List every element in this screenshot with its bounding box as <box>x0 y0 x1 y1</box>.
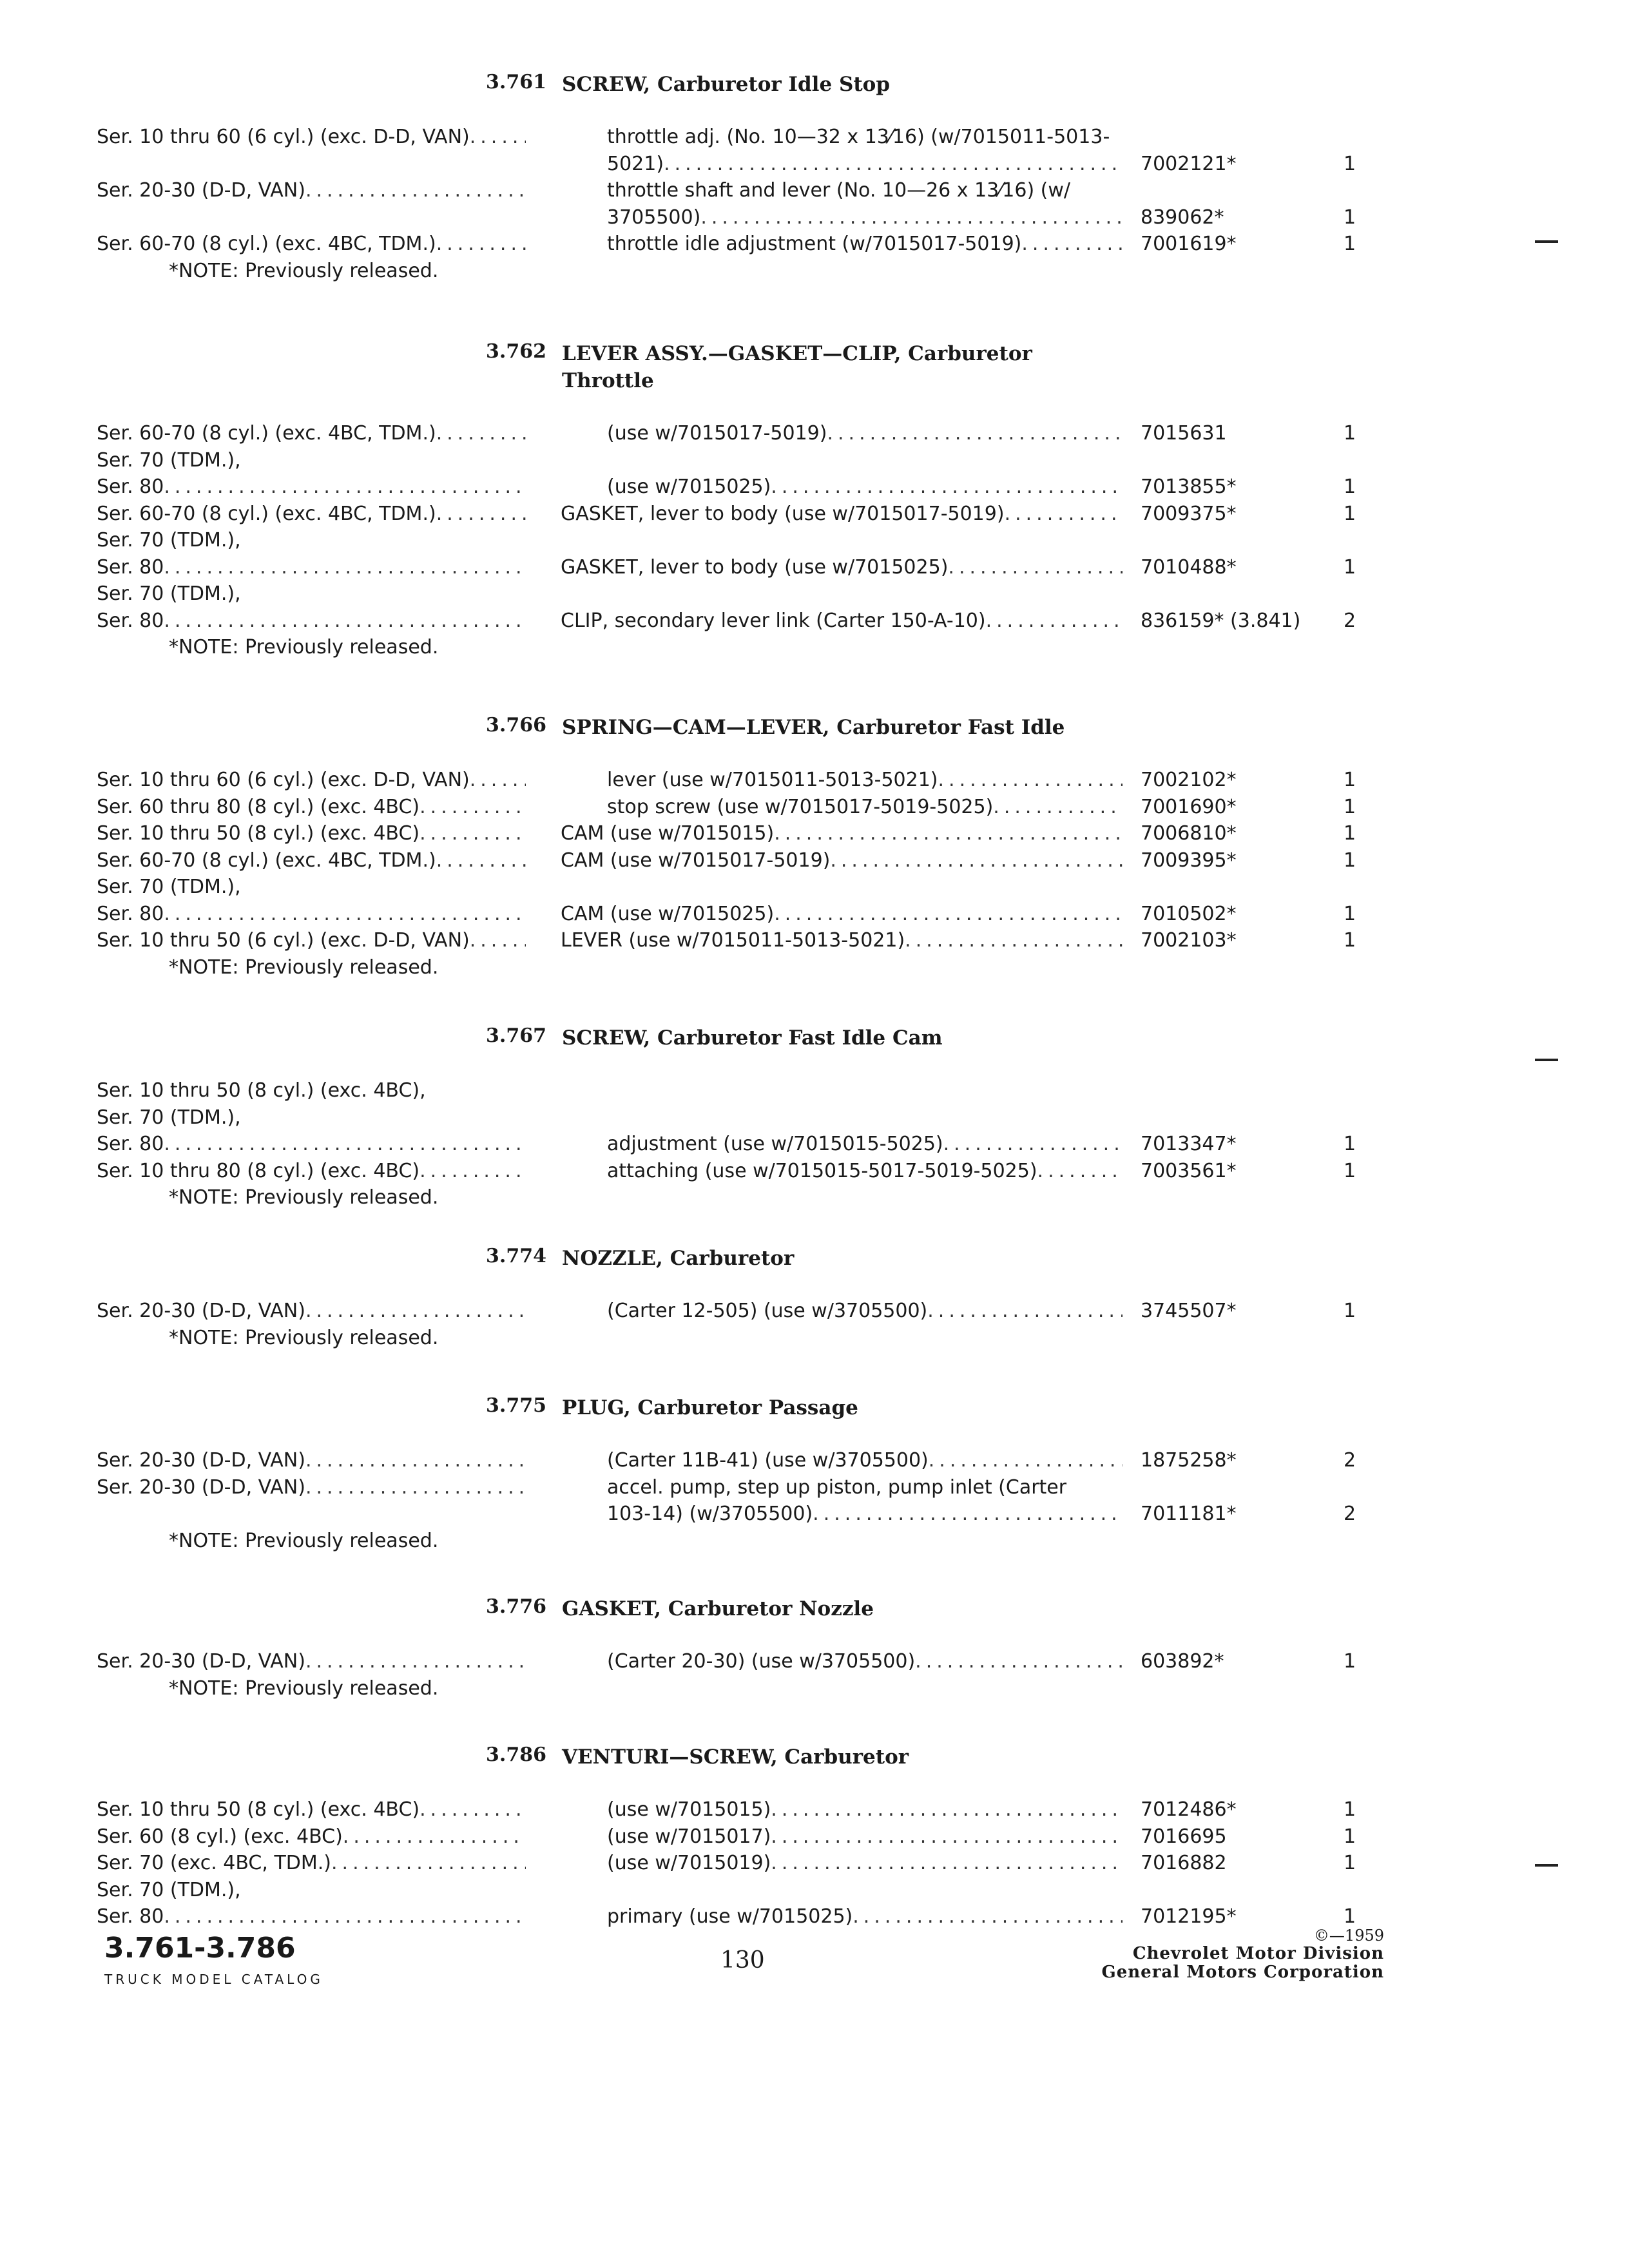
parts-row <box>0 204 1629 231</box>
dot-leader <box>986 608 1123 635</box>
description-text: 3705500) <box>607 206 701 229</box>
applicable-series <box>97 1298 526 1325</box>
part-description <box>607 177 1123 204</box>
section-title: GASKET, Carburetor Nozzle <box>562 1597 874 1620</box>
series-text: Ser. 80 <box>97 1133 164 1155</box>
part-number: 7012195* <box>1141 1905 1237 1928</box>
applicable-series <box>97 1077 526 1104</box>
parts-row <box>0 794 1629 821</box>
section-header <box>0 340 1629 392</box>
part-description <box>561 501 1123 528</box>
section-title: PLUG, Carburetor Passage <box>562 1396 858 1419</box>
section-title: SPRING—CAM—LEVER, Carburetor Fast Idle <box>562 716 1065 739</box>
section-header <box>0 1394 1629 1425</box>
description-text: (Carter 11B-41) (use w/3705500) <box>607 1449 929 1472</box>
part-number: 7001619* <box>1141 233 1237 255</box>
section-number: 3.774 <box>486 1245 546 1267</box>
quantity: 1 <box>1344 902 1356 925</box>
dot-leader <box>331 1850 526 1877</box>
dot-leader <box>927 1298 1123 1325</box>
part-number: 3745507* <box>1141 1300 1237 1322</box>
parts-row <box>0 608 1629 635</box>
dot-leader <box>1037 1158 1123 1185</box>
quantity: 1 <box>1344 233 1356 255</box>
part-description <box>561 820 1123 847</box>
quantity: 1 <box>1344 849 1356 872</box>
part-description <box>607 151 1123 178</box>
part-number: 7011181* <box>1141 1503 1237 1525</box>
section-note: *NOTE: Previously released. <box>169 259 439 282</box>
quantity: 2 <box>1344 609 1356 632</box>
section-number: 3.767 <box>486 1024 546 1047</box>
description-text: accel. pump, step up piston, pump inlet (Carter <box>607 1475 1067 1499</box>
series-text: Ser. 70 (TDM.), <box>97 876 241 898</box>
section-note: *NOTE: Previously released. <box>169 636 439 658</box>
quantity: 1 <box>1344 502 1356 525</box>
page-range: 3.761-3.786 <box>104 1932 296 1965</box>
applicable-series <box>97 794 526 821</box>
part-description <box>561 554 1123 581</box>
part-description <box>607 767 1123 794</box>
section-note: *NOTE: Previously released. <box>169 1326 439 1349</box>
part-description <box>607 1501 1123 1528</box>
parts-row <box>0 1158 1629 1185</box>
quantity: 1 <box>1344 1825 1356 1848</box>
dot-leader <box>938 767 1123 794</box>
part-number: 7009375* <box>1141 502 1237 525</box>
part-description <box>607 1131 1123 1158</box>
part-number: 7012486* <box>1141 1798 1237 1821</box>
series-text: Ser. 80 <box>97 555 164 579</box>
quantity: 1 <box>1344 1798 1356 1821</box>
parts-row <box>0 1298 1629 1325</box>
quantity: 1 <box>1344 1650 1356 1673</box>
applicable-series <box>97 420 526 447</box>
series-text: Ser. 20-30 (D-D, VAN) <box>97 179 305 202</box>
part-number: 7016695 <box>1141 1825 1227 1848</box>
section-note: *NOTE: Previously released. <box>169 956 439 979</box>
part-description <box>561 901 1123 928</box>
applicable-series <box>97 501 526 528</box>
parts-row <box>0 927 1629 954</box>
section-header <box>0 1245 1629 1276</box>
parts-row <box>0 901 1629 928</box>
applicable-series <box>97 1850 526 1877</box>
dot-leader <box>813 1501 1123 1528</box>
description-text: lever (use w/7015011-5013-5021) <box>607 769 938 791</box>
part-description <box>607 1298 1123 1325</box>
section-note: *NOTE: Previously released. <box>169 1186 439 1209</box>
parts-row <box>0 1077 1629 1104</box>
series-text: Ser. 70 (TDM.), <box>97 1878 241 1901</box>
quantity: 2 <box>1344 1503 1356 1525</box>
parts-row <box>0 1850 1629 1877</box>
dot-leader <box>771 1796 1123 1823</box>
applicable-series <box>97 1131 526 1158</box>
part-number: 839062* <box>1141 206 1224 229</box>
part-number: 7006810* <box>1141 822 1237 845</box>
part-number: 836159* (3.841) <box>1141 609 1301 632</box>
publisher-corporation: General Motors Corporation <box>1101 1963 1384 1982</box>
part-description <box>607 794 1123 821</box>
part-description <box>561 927 1123 954</box>
margin-mark <box>1535 1864 1558 1867</box>
section-header <box>0 1024 1629 1055</box>
applicable-series <box>97 847 526 874</box>
series-text: Ser. 70 (TDM.), <box>97 529 241 552</box>
description-text: CAM (use w/7015015) <box>561 822 775 845</box>
dot-leader <box>993 794 1123 821</box>
series-text: Ser. 10 thru 50 (6 cyl.) (exc. D-D, VAN) <box>97 929 470 952</box>
part-description <box>607 1648 1123 1675</box>
parts-row <box>0 820 1629 847</box>
part-number: 7001690* <box>1141 795 1237 818</box>
dot-leader <box>164 554 526 581</box>
section-header <box>0 1595 1629 1626</box>
part-description <box>607 1158 1123 1185</box>
dot-leader <box>905 927 1123 954</box>
part-number: 7016882 <box>1141 1852 1227 1874</box>
parts-row <box>0 447 1629 474</box>
series-text: Ser. 60 thru 80 (8 cyl.) (exc. 4BC) <box>97 795 420 818</box>
dot-leader <box>470 767 526 794</box>
description-text: attaching (use w/7015015-5017-5019-5025) <box>607 1159 1037 1182</box>
dot-leader <box>853 1903 1123 1930</box>
parts-row <box>0 1501 1629 1528</box>
section-number: 3.766 <box>486 714 546 736</box>
parts-row <box>0 1474 1629 1501</box>
series-text: Ser. 10 thru 50 (8 cyl.) (exc. 4BC), <box>97 1079 426 1102</box>
dot-leader <box>305 1447 526 1474</box>
dot-leader <box>436 847 526 874</box>
applicable-series <box>97 447 526 474</box>
section-title: SCREW, Carburetor Fast Idle Cam <box>562 1026 943 1050</box>
applicable-series <box>97 1877 526 1904</box>
parts-row <box>0 151 1629 178</box>
dot-leader <box>700 204 1123 231</box>
part-number: 7002102* <box>1141 769 1237 791</box>
applicable-series <box>97 1903 526 1930</box>
dot-leader <box>774 820 1123 847</box>
quantity: 1 <box>1344 206 1356 229</box>
applicable-series <box>97 767 526 794</box>
series-text: Ser. 20-30 (D-D, VAN) <box>97 1449 305 1472</box>
part-description <box>607 1903 1123 1930</box>
part-number: 7013347* <box>1141 1133 1237 1155</box>
dot-leader <box>305 1474 526 1501</box>
part-number: 7009395* <box>1141 849 1237 872</box>
parts-row <box>0 1903 1629 1930</box>
dot-leader <box>470 927 526 954</box>
quantity: 1 <box>1344 1159 1356 1182</box>
dot-leader <box>929 1447 1123 1474</box>
margin-mark <box>1535 1059 1558 1061</box>
section-header <box>0 714 1629 745</box>
part-number: 7002121* <box>1141 152 1237 175</box>
parts-row <box>0 527 1629 554</box>
series-text: Ser. 80 <box>97 902 164 925</box>
dot-leader <box>774 901 1123 928</box>
part-description <box>607 474 1123 501</box>
quantity: 1 <box>1344 769 1356 791</box>
section-header <box>0 1744 1629 1774</box>
series-text: Ser. 80 <box>97 1905 164 1928</box>
section-title: SCREW, Carburetor Idle Stop <box>562 73 891 96</box>
section-number: 3.776 <box>486 1595 546 1618</box>
series-text: Ser. 80 <box>97 476 164 498</box>
parts-row <box>0 554 1629 581</box>
description-text: CLIP, secondary lever link (Carter 150-A-10) <box>561 609 986 632</box>
section-number: 3.775 <box>486 1394 546 1417</box>
dot-leader <box>1005 501 1123 528</box>
part-number: 1875258* <box>1141 1449 1237 1472</box>
applicable-series <box>97 1158 526 1185</box>
description-text: 103-14) (w/3705500) <box>607 1503 813 1525</box>
quantity: 1 <box>1344 929 1356 952</box>
quantity: 1 <box>1344 476 1356 498</box>
parts-row <box>0 1823 1629 1850</box>
catalog-name: TRUCK MODEL CATALOG <box>104 1972 323 1987</box>
description-text: (use w/7015015) <box>607 1798 771 1821</box>
parts-row <box>0 847 1629 874</box>
dot-leader <box>343 1823 526 1850</box>
parts-row <box>0 177 1629 204</box>
description-text: throttle idle adjustment (w/7015017-5019) <box>607 233 1022 255</box>
series-text: Ser. 60-70 (8 cyl.) (exc. 4BC, TDM.) <box>97 422 436 445</box>
dot-leader <box>771 1850 1123 1877</box>
dot-leader <box>164 1903 526 1930</box>
series-text: Ser. 10 thru 80 (8 cyl.) (exc. 4BC) <box>97 1159 420 1182</box>
quantity: 2 <box>1344 1449 1356 1472</box>
publisher-division: Chevrolet Motor Division <box>1132 1944 1384 1963</box>
series-text: Ser. 60-70 (8 cyl.) (exc. 4BC, TDM.) <box>97 233 436 255</box>
description-text: adjustment (use w/7015015-5025) <box>607 1133 943 1155</box>
quantity: 1 <box>1344 1852 1356 1874</box>
applicable-series <box>97 177 526 204</box>
series-text: Ser. 20-30 (D-D, VAN) <box>97 1475 305 1499</box>
series-text: Ser. 10 thru 60 (6 cyl.) (exc. D-D, VAN) <box>97 126 470 148</box>
section-header <box>0 71 1629 102</box>
margin-mark <box>1535 240 1558 243</box>
section-number: 3.762 <box>486 340 546 363</box>
dot-leader <box>164 474 526 501</box>
description-text: (use w/7015017-5019) <box>607 422 827 445</box>
series-text: Ser. 80 <box>97 609 164 632</box>
dot-leader <box>419 1796 526 1823</box>
series-text: Ser. 70 (TDM.), <box>97 448 241 472</box>
description-text: (use w/7015017) <box>607 1825 771 1848</box>
part-description <box>607 1823 1123 1850</box>
description-text: (use w/7015025) <box>607 476 771 498</box>
quantity: 1 <box>1344 152 1356 175</box>
description-text: (use w/7015019) <box>607 1852 771 1874</box>
parts-row <box>0 501 1629 528</box>
applicable-series <box>97 1104 526 1131</box>
series-text: Ser. 20-30 (D-D, VAN) <box>97 1300 305 1322</box>
dot-leader <box>830 847 1123 874</box>
description-text: throttle adj. (No. 10—32 x 13⁄16) (w/7015011-5013- <box>607 126 1110 148</box>
part-description <box>607 1850 1123 1877</box>
dot-leader <box>419 794 526 821</box>
dot-leader <box>771 474 1123 501</box>
parts-row <box>0 1796 1629 1823</box>
description-text: CAM (use w/7015017-5019) <box>561 849 831 872</box>
dot-leader <box>419 1158 526 1185</box>
dot-leader <box>164 901 526 928</box>
quantity: 1 <box>1344 1133 1356 1155</box>
dot-leader <box>1021 231 1123 258</box>
part-description <box>607 1474 1123 1501</box>
part-description <box>607 1796 1123 1823</box>
parts-row <box>0 420 1629 447</box>
series-text: Ser. 10 thru 50 (8 cyl.) (exc. 4BC) <box>97 822 420 845</box>
part-description <box>561 608 1123 635</box>
dot-leader <box>470 124 526 151</box>
applicable-series <box>97 901 526 928</box>
part-description <box>561 847 1123 874</box>
quantity: 1 <box>1344 822 1356 845</box>
section-title: NOZZLE, Carburetor <box>562 1247 795 1270</box>
description-text: CAM (use w/7015025) <box>561 902 775 925</box>
part-number: 603892* <box>1141 1650 1224 1673</box>
dot-leader <box>305 177 526 204</box>
dot-leader <box>915 1648 1123 1675</box>
part-description <box>607 1447 1123 1474</box>
section-title: VENTURI—SCREW, Carburetor <box>562 1745 909 1769</box>
description-text: stop screw (use w/7015017-5019-5025) <box>607 795 994 818</box>
description-text: GASKET, lever to body (use w/7015017-5019) <box>561 502 1005 525</box>
description-text: LEVER (use w/7015011-5013-5021) <box>561 929 905 952</box>
series-text: Ser. 20-30 (D-D, VAN) <box>97 1650 305 1673</box>
applicable-series <box>97 1823 526 1850</box>
series-text: Ser. 70 (TDM.), <box>97 1106 241 1129</box>
applicable-series <box>97 874 526 901</box>
applicable-series <box>97 527 526 554</box>
dot-leader <box>164 608 526 635</box>
dot-leader <box>827 420 1123 447</box>
dot-leader <box>305 1648 526 1675</box>
dot-leader <box>436 420 526 447</box>
description-text: 5021) <box>607 152 664 175</box>
copyright: ©—1959 <box>1313 1927 1384 1945</box>
applicable-series <box>97 231 526 258</box>
applicable-series <box>97 820 526 847</box>
part-number: 7002103* <box>1141 929 1237 952</box>
applicable-series <box>97 474 526 501</box>
description-text: primary (use w/7015025) <box>607 1905 853 1928</box>
section-number: 3.786 <box>486 1744 546 1766</box>
section-title: LEVER ASSY.—GASKET—CLIP, Carburetor Throttle <box>562 342 1032 392</box>
dot-leader <box>436 231 526 258</box>
parts-row <box>0 581 1629 608</box>
parts-row <box>0 231 1629 258</box>
series-text: Ser. 70 (exc. 4BC, TDM.) <box>97 1852 331 1874</box>
dot-leader <box>664 151 1123 178</box>
parts-row <box>0 1877 1629 1904</box>
series-text: Ser. 60-70 (8 cyl.) (exc. 4BC, TDM.) <box>97 849 436 872</box>
series-text: Ser. 10 thru 60 (6 cyl.) (exc. D-D, VAN) <box>97 769 470 791</box>
description-text: (Carter 12-505) (use w/3705500) <box>607 1300 928 1322</box>
series-text: Ser. 10 thru 50 (8 cyl.) (exc. 4BC) <box>97 1798 420 1821</box>
dot-leader <box>436 501 526 528</box>
series-text: Ser. 60 (8 cyl.) (exc. 4BC) <box>97 1825 343 1848</box>
parts-row <box>0 767 1629 794</box>
applicable-series <box>97 581 526 608</box>
quantity: 1 <box>1344 555 1356 579</box>
parts-row <box>0 1648 1629 1675</box>
part-number: 7010502* <box>1141 902 1237 925</box>
applicable-series <box>97 608 526 635</box>
part-number: 7015631 <box>1141 422 1227 445</box>
part-description <box>607 204 1123 231</box>
parts-row <box>0 1447 1629 1474</box>
dot-leader <box>419 820 526 847</box>
description-text: (Carter 20-30) (use w/3705500) <box>607 1650 916 1673</box>
quantity: 1 <box>1344 422 1356 445</box>
series-text: Ser. 60-70 (8 cyl.) (exc. 4BC, TDM.) <box>97 502 436 525</box>
quantity: 1 <box>1344 1905 1356 1928</box>
section-note: *NOTE: Previously released. <box>169 1677 439 1700</box>
dot-leader <box>771 1823 1123 1850</box>
dot-leader <box>948 554 1123 581</box>
part-number: 7003561* <box>1141 1159 1237 1182</box>
series-text: Ser. 70 (TDM.), <box>97 582 241 605</box>
applicable-series <box>97 1474 526 1501</box>
applicable-series <box>97 1648 526 1675</box>
parts-row <box>0 124 1629 151</box>
section-note: *NOTE: Previously released. <box>169 1529 439 1552</box>
quantity: 1 <box>1344 795 1356 818</box>
dot-leader <box>305 1298 526 1325</box>
applicable-series <box>97 554 526 581</box>
quantity: 1 <box>1344 1300 1356 1322</box>
dot-leader <box>164 1131 526 1158</box>
parts-row <box>0 1104 1629 1131</box>
part-description <box>607 231 1123 258</box>
description-text: throttle shaft and lever (No. 10—26 x 13⁄16) (w/ <box>607 179 1071 202</box>
parts-row <box>0 874 1629 901</box>
applicable-series <box>97 124 526 151</box>
parts-row <box>0 474 1629 501</box>
part-description <box>607 420 1123 447</box>
part-number: 7010488* <box>1141 555 1237 579</box>
page-number: 130 <box>720 1947 765 1974</box>
applicable-series <box>97 927 526 954</box>
parts-row <box>0 1131 1629 1158</box>
applicable-series <box>97 1796 526 1823</box>
part-description <box>607 124 1123 151</box>
description-text: GASKET, lever to body (use w/7015025) <box>561 555 949 579</box>
applicable-series <box>97 1447 526 1474</box>
part-number: 7013855* <box>1141 476 1237 498</box>
dot-leader <box>943 1131 1123 1158</box>
section-number: 3.761 <box>486 71 546 93</box>
